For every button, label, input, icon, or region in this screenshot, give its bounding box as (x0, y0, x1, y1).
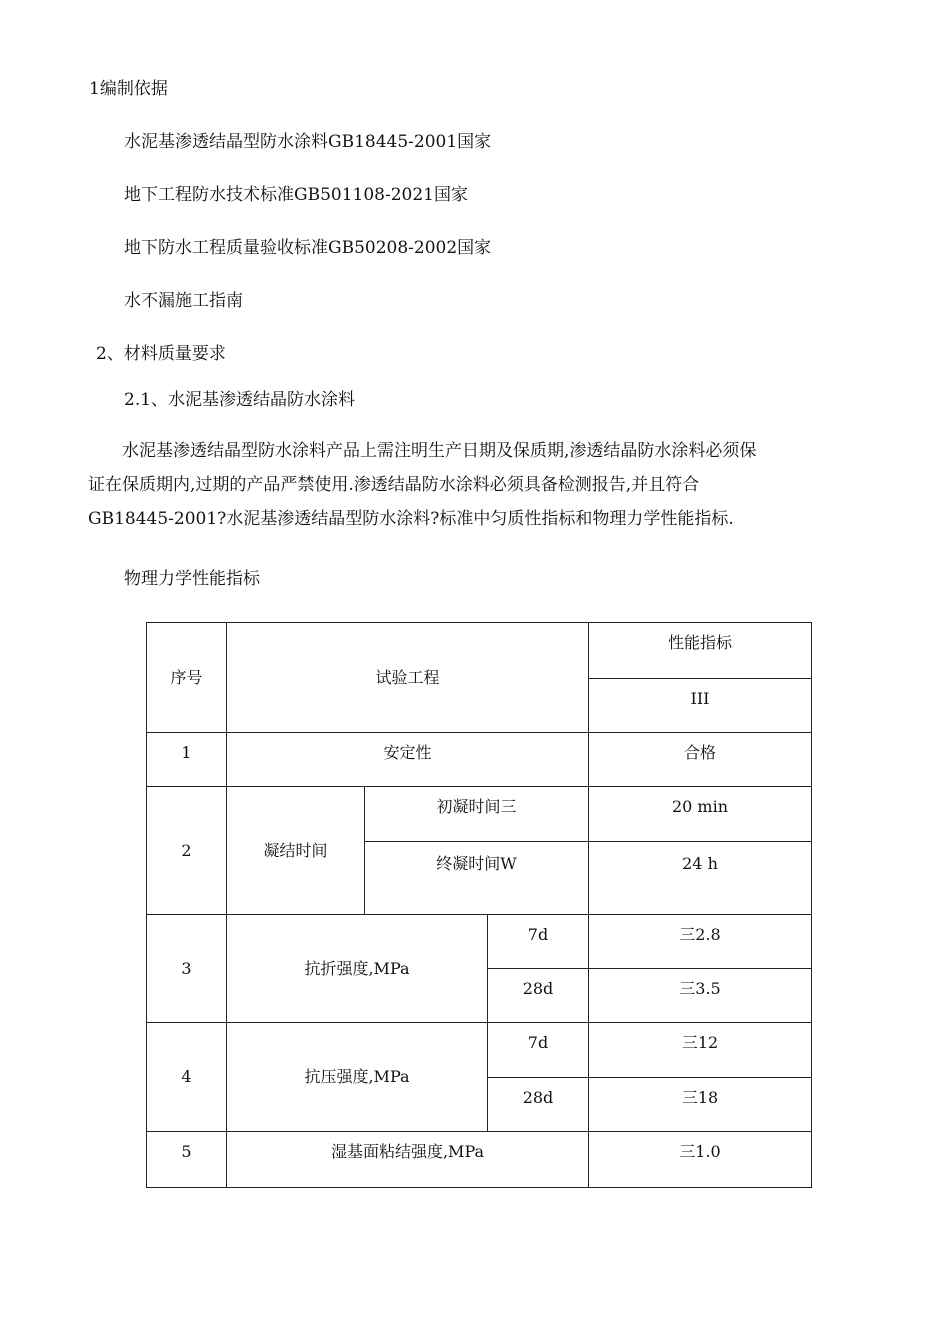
cell-no: 4 (147, 1023, 227, 1132)
cell-no: 5 (147, 1132, 227, 1188)
table-row (147, 733, 812, 787)
cell-subitem: 7d (488, 915, 589, 969)
table-caption: 物理力学性能指标 (124, 569, 260, 589)
header-item: 试验工程 (227, 623, 589, 733)
cell-no: 1 (147, 733, 227, 787)
cell-value: 三18 (589, 1078, 812, 1132)
cell-item: 凝结时间 (227, 787, 365, 915)
cell-subitem: 终凝时间W (365, 842, 589, 915)
section-heading-2: 2、材料质量要求 (96, 344, 226, 364)
cell-item: 湿基面粘结强度,MPa (227, 1132, 589, 1188)
cell-value: 三3.5 (589, 969, 812, 1023)
table-header-row (147, 623, 812, 679)
cell-subitem: 28d (488, 1078, 589, 1132)
header-grade: III (589, 679, 812, 733)
header-performance: 性能指标 (589, 623, 812, 679)
cell-subitem: 7d (488, 1023, 589, 1078)
cell-value: 三2.8 (589, 915, 812, 969)
reference-item: 水不漏施工指南 (124, 291, 243, 311)
reference-item: 地下防水工程质量验收标准GB50208-2002国家 (124, 238, 492, 258)
cell-subitem: 28d (488, 969, 589, 1023)
paragraph-line: GB18445-2001?水泥基渗透结晶型防水涂料?标准中匀质性指标和物理力学性能指标. (88, 509, 734, 529)
cell-item: 安定性 (227, 733, 589, 787)
cell-subitem: 初凝时间三 (365, 787, 589, 842)
paragraph-line: 证在保质期内,过期的产品严禁使用.渗透结晶防水涂料必须具备检测报告,并且符合 (88, 475, 700, 495)
requirement-paragraph (88, 434, 848, 536)
header-no: 序号 (147, 623, 227, 733)
cell-no: 3 (147, 915, 227, 1023)
performance-table (146, 622, 812, 1188)
cell-item: 抗折强度,MPa (227, 915, 488, 1023)
cell-value: 24 h (589, 842, 812, 915)
section-heading-1: 1编制依据 (89, 79, 168, 99)
table-row (147, 787, 812, 842)
cell-value: 三1.0 (589, 1132, 812, 1188)
reference-item: 地下工程防水技术标准GB501108-2021国家 (124, 185, 468, 205)
section-heading-2-1: 2.1、水泥基渗透结晶防水涂料 (124, 390, 356, 410)
cell-item: 抗压强度,MPa (227, 1023, 488, 1132)
table-row (147, 915, 812, 969)
table-row (147, 1023, 812, 1078)
cell-value: 三12 (589, 1023, 812, 1078)
cell-no: 2 (147, 787, 227, 915)
reference-item: 水泥基渗透结晶型防水涂料GB18445-2001国家 (124, 132, 492, 152)
cell-value: 20 min (589, 787, 812, 842)
cell-value: 合格 (589, 733, 812, 787)
table-row (147, 1132, 812, 1188)
paragraph-line: 水泥基渗透结晶型防水涂料产品上需注明生产日期及保质期,渗透结晶防水涂料必须保 (122, 441, 757, 461)
